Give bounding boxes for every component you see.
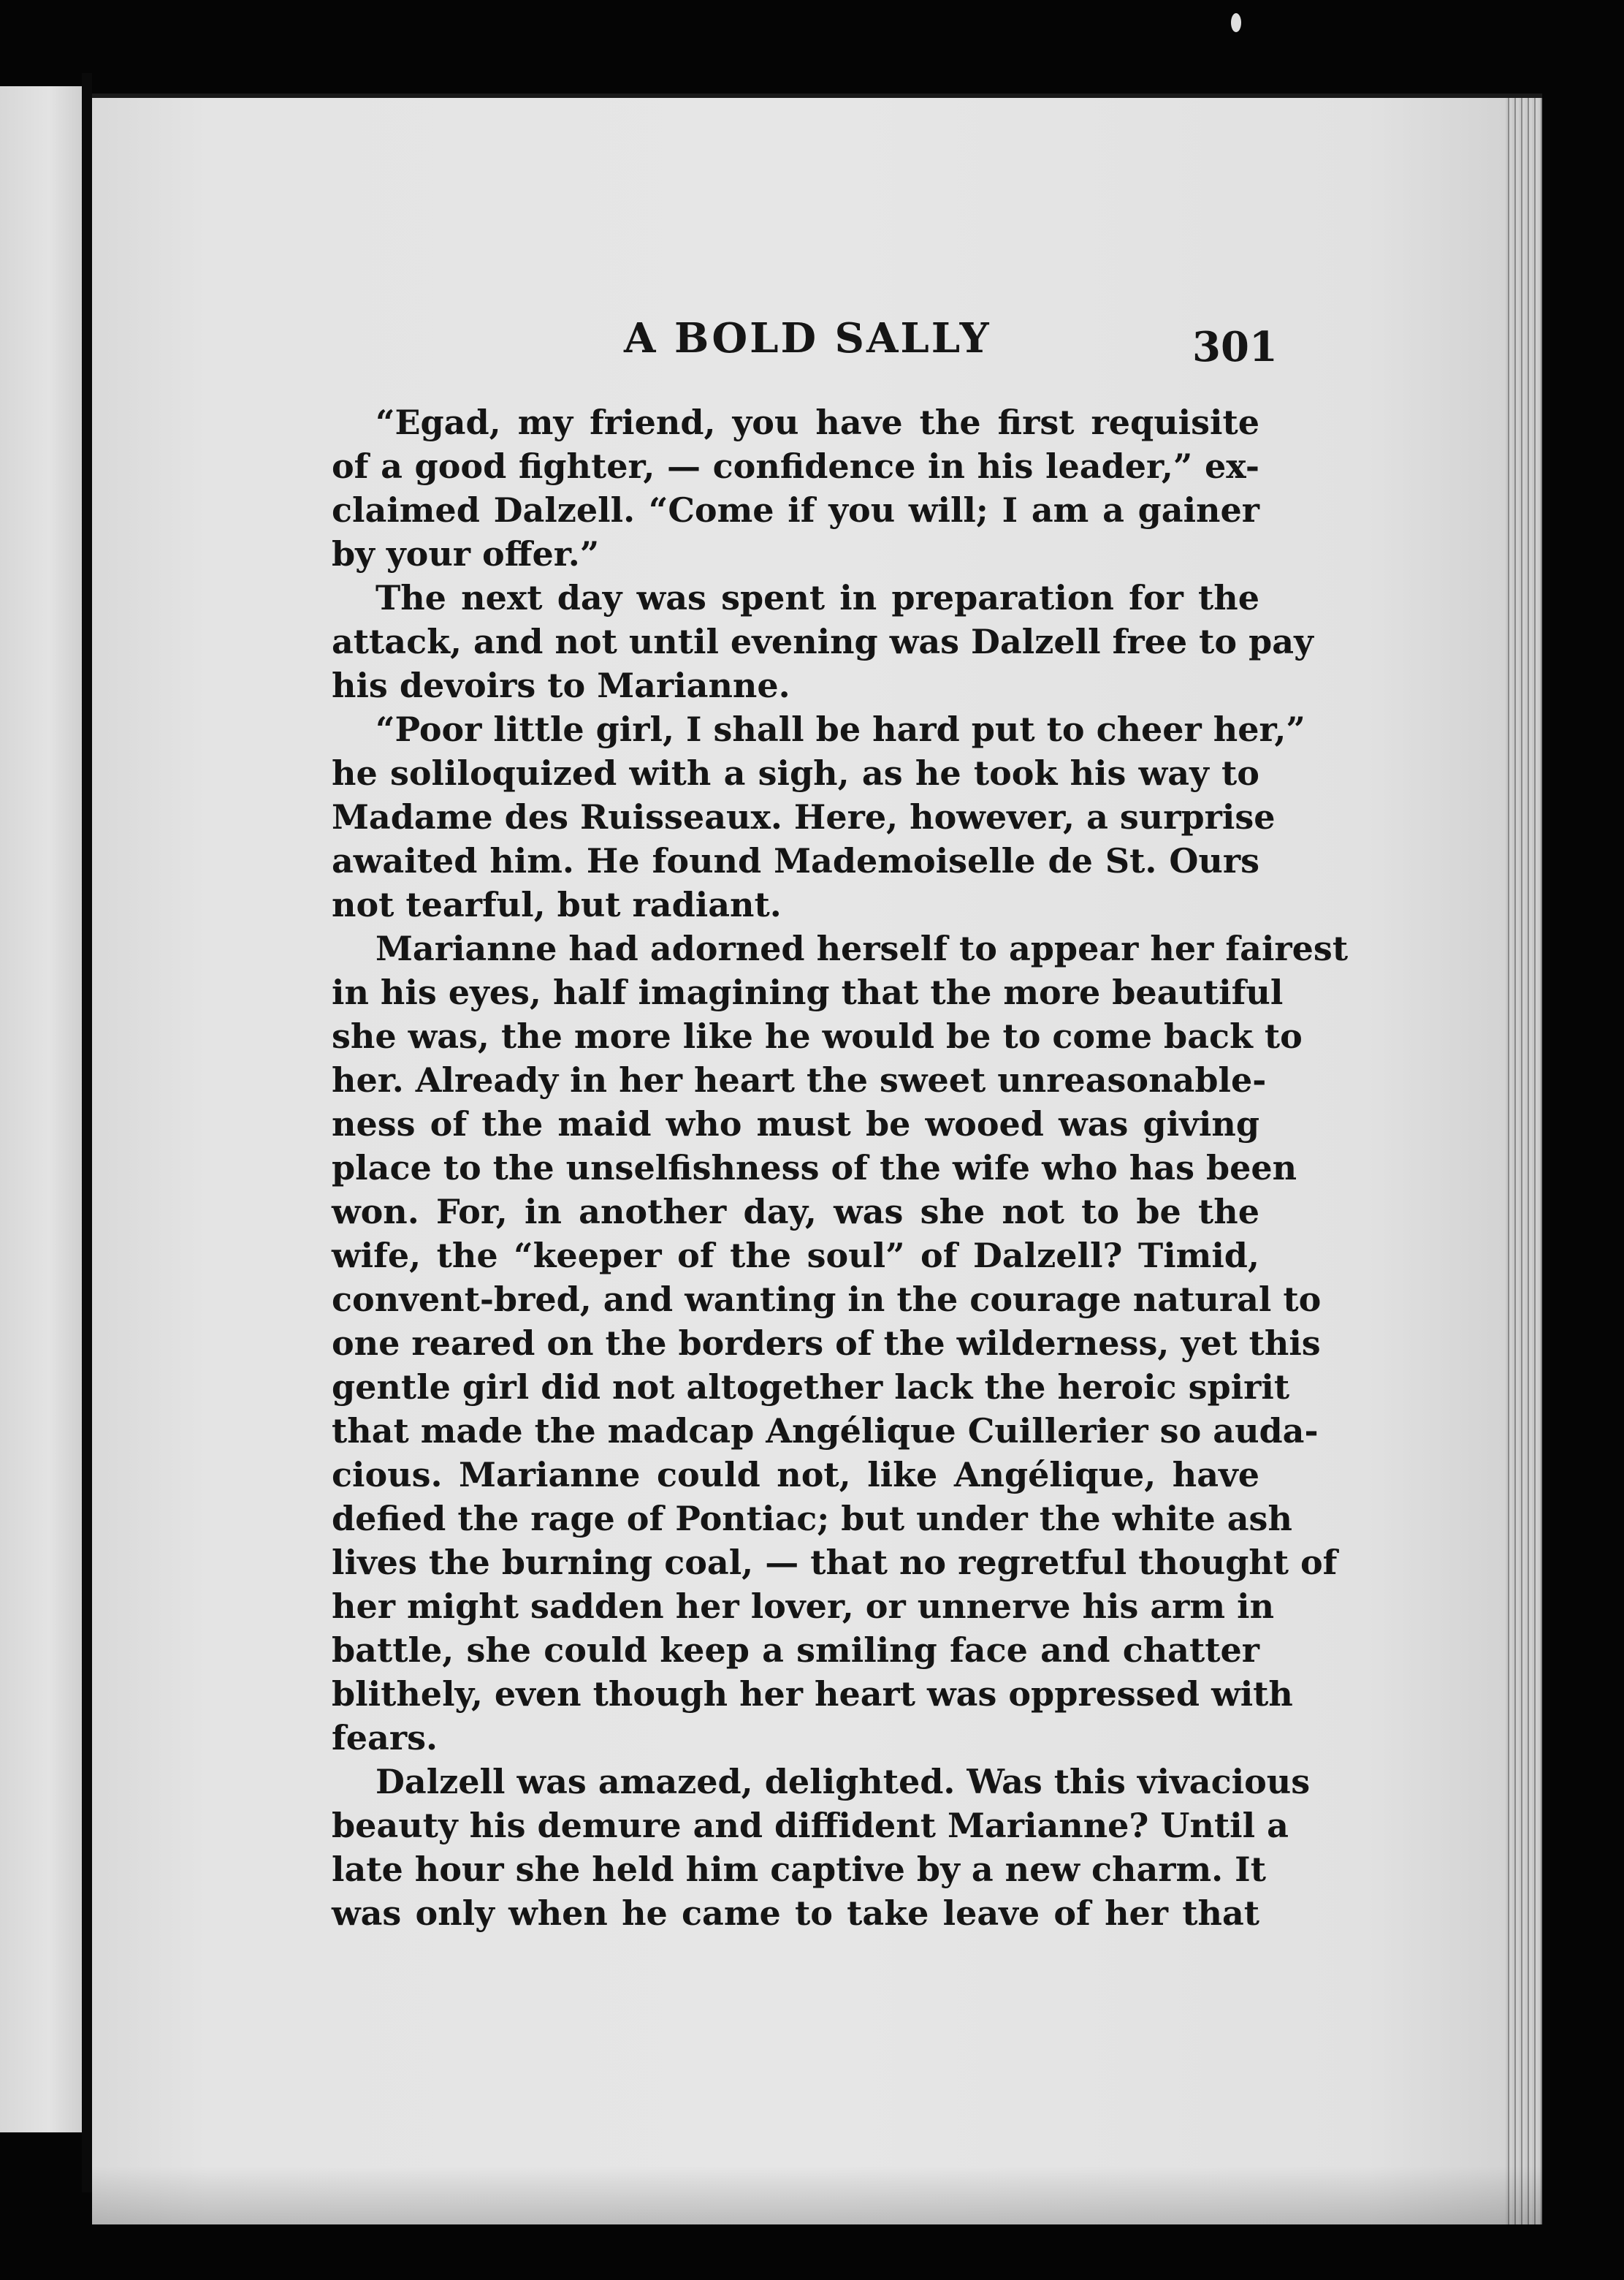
text-line: was only when he came to take leave of her that: [332, 1893, 1259, 1933]
text-line: by your offer.”: [332, 534, 600, 574]
scan-speck: [1231, 13, 1241, 32]
text-line: attack, and not until evening was Dalzell free to pay: [332, 622, 1314, 661]
text-line: awaited him. He found Mademoiselle de St. Ours: [332, 841, 1259, 881]
text-line: defied the rage of Pontiac; but under the white ash: [332, 1499, 1292, 1538]
text-line: her might sadden her lover, or unnerve his arm in: [332, 1586, 1275, 1626]
text-line: The next day was spent in preparation for the: [375, 578, 1259, 618]
text-line: battle, she could keep a smiling face and chatter: [332, 1630, 1259, 1670]
text-line: in his eyes, half imagining that the more beautiful: [332, 973, 1284, 1012]
paragraph: [332, 707, 1305, 927]
text-line: she was, the more like he would be to come back to: [332, 1016, 1303, 1056]
running-head: A BOLD SALLY: [624, 314, 991, 362]
text-line: convent-bred, and wanting in the courage natural to: [332, 1280, 1322, 1319]
text-line: wife, the “keeper of the soul” of Dalzell? Timid,: [332, 1236, 1259, 1275]
text-line: won. For, in another day, was she not to be the: [332, 1192, 1259, 1231]
gutter-shadow: [82, 73, 92, 2192]
text-line: beauty his demure and diffident Marianne? Until a: [332, 1806, 1289, 1845]
text-line: not tearful, but radiant.: [332, 885, 782, 924]
text-line: that made the madcap Angélique Cuillerier so auda-: [332, 1411, 1319, 1451]
paragraph: [332, 927, 1349, 1760]
text-line: gentle girl did not altogether lack the heroic spirit: [332, 1367, 1290, 1407]
page-number: 301: [1192, 323, 1278, 371]
text-line: late hour she held him captive by a new charm. It: [332, 1850, 1266, 1889]
text-line: her. Already in her heart the sweet unreasonable-: [332, 1060, 1267, 1100]
text-line: fears.: [332, 1718, 438, 1758]
text-line: blithely, even though her heart was oppressed with: [332, 1674, 1293, 1714]
text-line: Dalzell was amazed, delighted. Was this vivacious: [375, 1762, 1311, 1801]
paragraph: [332, 400, 1259, 576]
facing-page: [0, 86, 82, 2132]
text-line: his devoirs to Marianne.: [332, 666, 790, 705]
text-line: lives the burning coal, — that no regretful thought of: [332, 1543, 1338, 1582]
paragraph: [332, 576, 1314, 707]
paragraph: [332, 1760, 1311, 1935]
text-line: “Poor little girl, I shall be hard put to cheer her,”: [375, 710, 1305, 749]
text-line: Madame des Ruisseaux. Here, however, a surprise: [332, 797, 1276, 837]
text-line: he soliloquized with a sigh, as he took his way to: [332, 753, 1259, 793]
text-line: Marianne had adorned herself to appear her fairest: [375, 929, 1349, 968]
text-line: one reared on the borders of the wilderness, yet this: [332, 1323, 1321, 1363]
text-line: cious. Marianne could not, like Angélique, have: [332, 1455, 1259, 1494]
text-line: place to the unselfishness of the wife who has been: [332, 1148, 1297, 1188]
text-line: claimed Dalzell. “Come if you will; I am a gainer: [332, 490, 1259, 530]
text-line: ness of the maid who must be wooed was giving: [332, 1104, 1259, 1144]
text-line: “Egad, my friend, you have the first requisite: [375, 403, 1259, 442]
page-shadow: [92, 2166, 1542, 2224]
page-edges: [1506, 98, 1542, 2224]
text-line: of a good fighter, — confidence in his leader,” ex-: [332, 446, 1259, 486]
body-text: [332, 400, 1349, 1935]
